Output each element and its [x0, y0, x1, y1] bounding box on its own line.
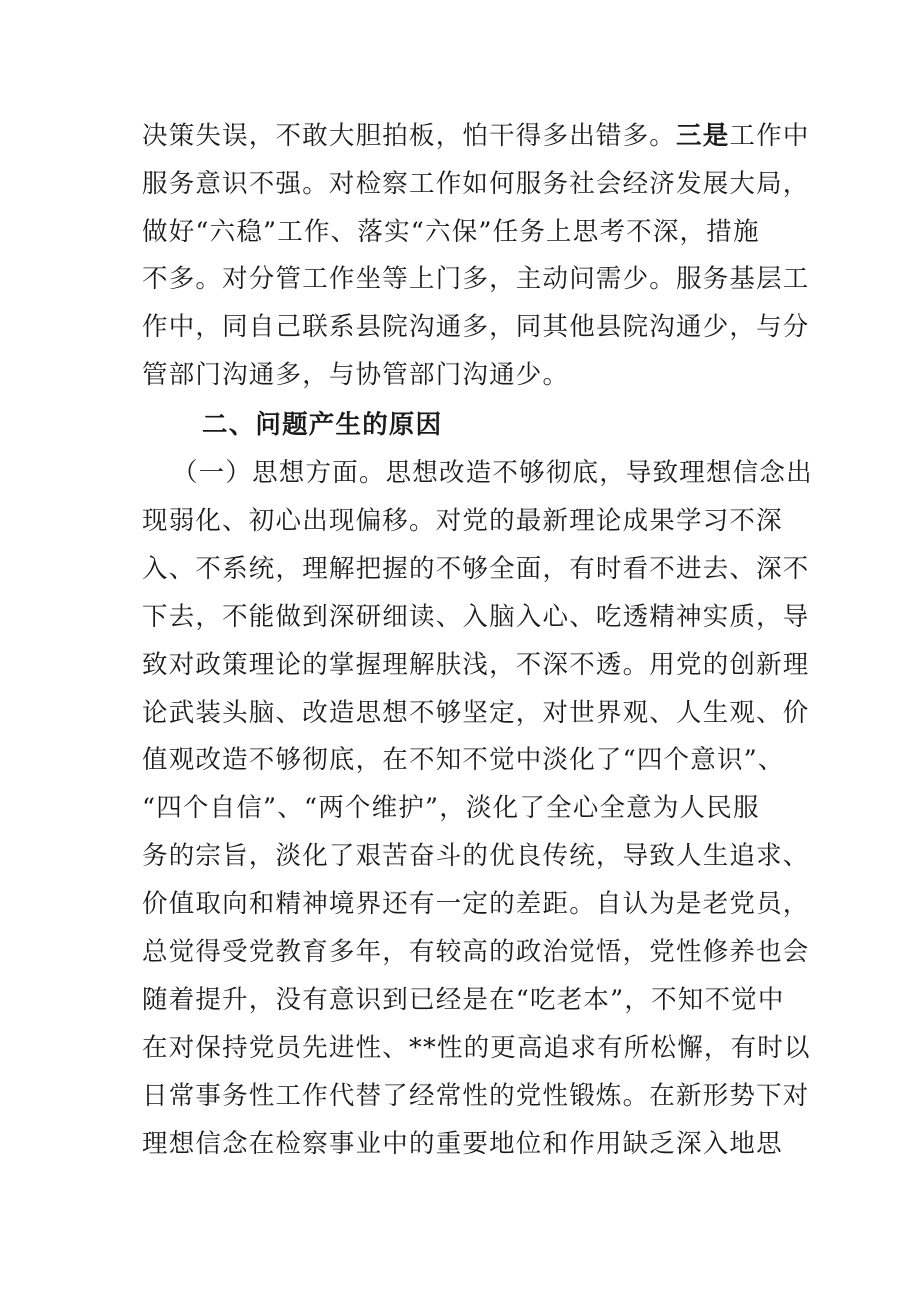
text-line-3: 做好“六稳”工作、落实“六保”任务上思考不深，措施 — [142, 217, 760, 247]
text-line-22: 理想信念在检察事业中的重要地位和作用缺乏深入地思 — [142, 1129, 783, 1159]
text-line-11: 下去，不能做到深研细读、入脑入心、吃透精神实质，导 — [142, 602, 810, 632]
text-line-13: 论武装头脑、改造思想不够坚定，对世界观、人生观、价 — [142, 698, 810, 728]
text-line-16: 务的宗旨，淡化了艰苦奋斗的优良传统，导致人生追求、 — [142, 841, 810, 871]
text-line-12: 致对政策理论的掌握理解肤浅，不深不透。用党的创新理 — [142, 650, 810, 680]
text-line-9: 现弱化、初心出现偏移。对党的最新理论成果学习不深 — [142, 506, 783, 536]
text-line-5: 作中，同自己联系县院沟通多，同其他县院沟通少，与分 — [142, 312, 810, 342]
text-line-1 — [142, 119, 810, 153]
text-line-15: “四个自信”、“两个维护”，淡化了全心全意为人民服 — [142, 793, 760, 823]
text-line-1-post: 工作中 — [729, 121, 810, 151]
text-line-4: 不多。对分管工作坐等上门多，主动问需少。服务基层工 — [142, 264, 810, 294]
text-line-18: 总觉得受党教育多年，有较高的政治觉悟，党性修养也会 — [142, 937, 810, 967]
text-line-8: （一）思想方面。思想改造不够彻底，导致理想信念出 — [172, 458, 813, 488]
text-line-1-pre: 决策失误，不敢大胆拍板，怕干得多出错多。 — [142, 121, 677, 151]
text-line-2: 服务意识不强。对检察工作如何服务社会经济发展大局， — [142, 169, 810, 199]
text-line-14: 值观改造不够彻底，在不知不觉中淡化了“四个意识”、 — [142, 745, 785, 775]
text-line-20: 在对保持党员先进性、**性的更高追求有所松懈，有时以 — [142, 1033, 811, 1063]
emphasis-san-shi: 三是 — [676, 121, 730, 151]
section-heading: 二、问题产生的原因 — [202, 410, 443, 440]
text-line-21: 日常事务性工作代替了经常性的党性锻炼。在新形势下对 — [142, 1081, 810, 1111]
text-line-6: 管部门沟通多，与协管部门沟通少。 — [142, 360, 570, 390]
text-line-19: 随着提升，没有意识到已经是在“吃老本”，不知不觉中 — [142, 985, 785, 1015]
text-line-17: 价值取向和精神境界还有一定的差距。自认为是老党员， — [142, 889, 810, 919]
text-line-10: 入、不系统，理解把握的不够全面，有时看不进去、深不 — [142, 554, 810, 584]
